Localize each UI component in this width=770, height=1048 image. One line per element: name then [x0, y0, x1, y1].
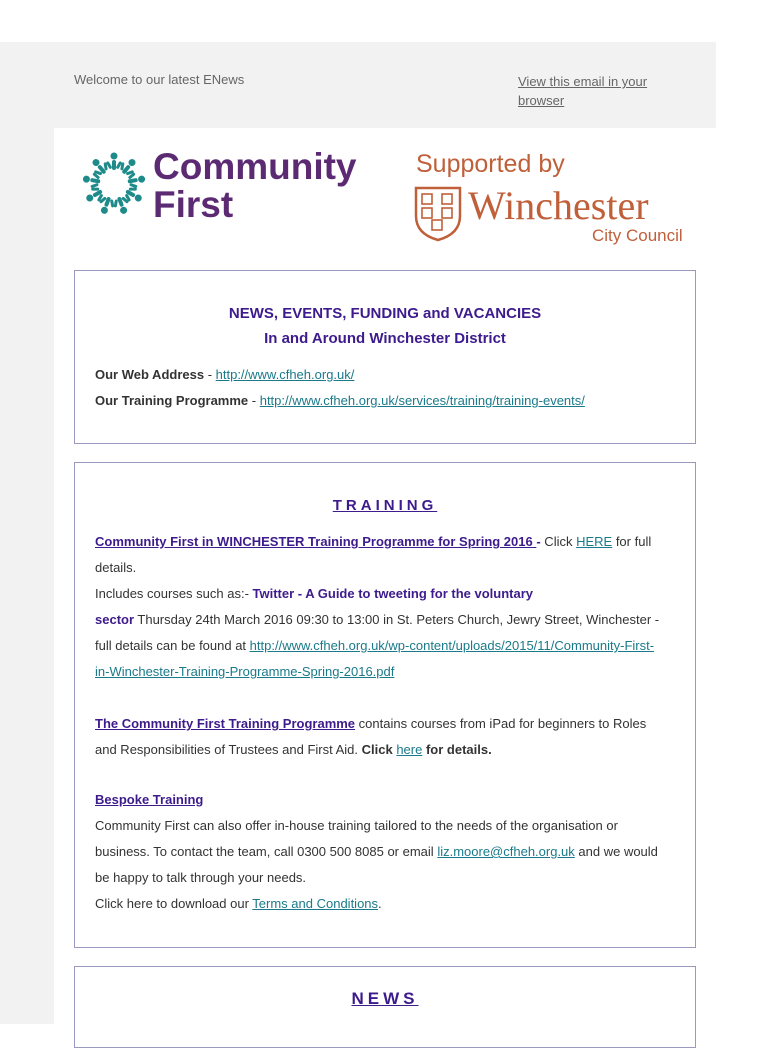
- training-pdf-link-cont[interactable]: in-Winchester-Training-Programme-Spring-2016.pdf: [95, 664, 395, 679]
- supported-by-text: Supported by: [416, 150, 565, 178]
- training-p4-line1: Community First can also offer in-house training tailored to the needs of the organisation or: [95, 818, 618, 833]
- training-pdf-link[interactable]: http://www.cfheh.org.uk/wp-content/uploads/2015/11/Community-First-: [249, 638, 655, 653]
- news-section: [74, 966, 696, 1048]
- email-body: [54, 128, 716, 1024]
- intro-section: [74, 270, 696, 444]
- intro-subtitle: In and Around Winchester District: [264, 330, 506, 347]
- training-p4-line4: Click here to download our Terms and Conditions.: [95, 896, 382, 911]
- training-programme-link[interactable]: http://www.cfheh.org.uk/services/training/training-events/: [259, 393, 585, 408]
- email-link[interactable]: liz.moore@cfheh.org.uk: [437, 844, 575, 859]
- council-crest-icon: [414, 186, 462, 242]
- training-p1-line1: Community First in WINCHESTER Training Programme for Spring 2016 - Click HERE for full: [95, 534, 652, 549]
- here-link[interactable]: HERE: [576, 534, 613, 549]
- community-first-training-programme-link[interactable]: The Community First Training Programme: [95, 716, 356, 731]
- terms-and-conditions-link[interactable]: Terms and Conditions: [252, 896, 379, 911]
- city-council-text: City Council: [592, 226, 683, 245]
- welcome-text: Welcome to our latest ENews: [74, 72, 245, 87]
- training-p2-line3: full details can be found at http://www.cfheh.org.uk/wp-content/uploads/2015/11/Community-First-: [95, 638, 655, 653]
- intro-title: NEWS, EVENTS, FUNDING and VACANCIES: [228, 305, 542, 322]
- training-p1-line2: details.: [95, 560, 137, 575]
- training-p2-line2: sector Thursday 24th March 2016 09:30 to 13:00 in St. Peters Church, Jewry Street, Winchester -: [95, 612, 660, 627]
- community-first-logo-text: Community First: [153, 146, 357, 225]
- web-address-line: Our Web Address - http://www.cfheh.org.uk/: [95, 367, 355, 382]
- community-first-logo[interactable]: [78, 146, 368, 226]
- winchester-city-council-logo[interactable]: [414, 148, 699, 243]
- training-p2-line1: Includes courses such as:- Twitter - A Guide to tweeting for the voluntary: [95, 586, 533, 601]
- training-p2-line4: [95, 664, 394, 679]
- training-p4-line3: be happy to talk through your needs.: [95, 870, 307, 885]
- training-p4-title: [95, 792, 203, 807]
- news-heading: NEWS: [351, 989, 419, 1008]
- web-address-link[interactable]: http://www.cfheh.org.uk/: [215, 367, 355, 382]
- view-in-browser-link[interactable]: View this email in your browser: [518, 74, 648, 108]
- winchester-training-programme-link[interactable]: Community First in WINCHESTER Training Programme for Spring 2016: [95, 534, 537, 549]
- training-p4-line2: business. To contact the team, call 0300 500 8085 or email liz.moore@cfheh.org.uk and we would: [95, 844, 658, 859]
- community-first-emblem-icon: [78, 148, 150, 220]
- training-heading: TRAINING: [332, 497, 438, 514]
- training-p3-line1: The Community First Training Programme contains courses from iPad for beginners to Roles: [95, 716, 647, 731]
- training-section: [74, 462, 696, 948]
- winchester-text: Winchester: [468, 183, 649, 228]
- here-details-link[interactable]: here: [396, 742, 423, 757]
- training-programme-line: Our Training Programme - http://www.cfheh.org.uk/services/training/training-events/: [95, 393, 585, 408]
- bespoke-training-link[interactable]: Bespoke Training: [95, 792, 204, 807]
- training-p3-line2: and Responsibilities of Trustees and First Aid. Click here for details.: [95, 742, 492, 757]
